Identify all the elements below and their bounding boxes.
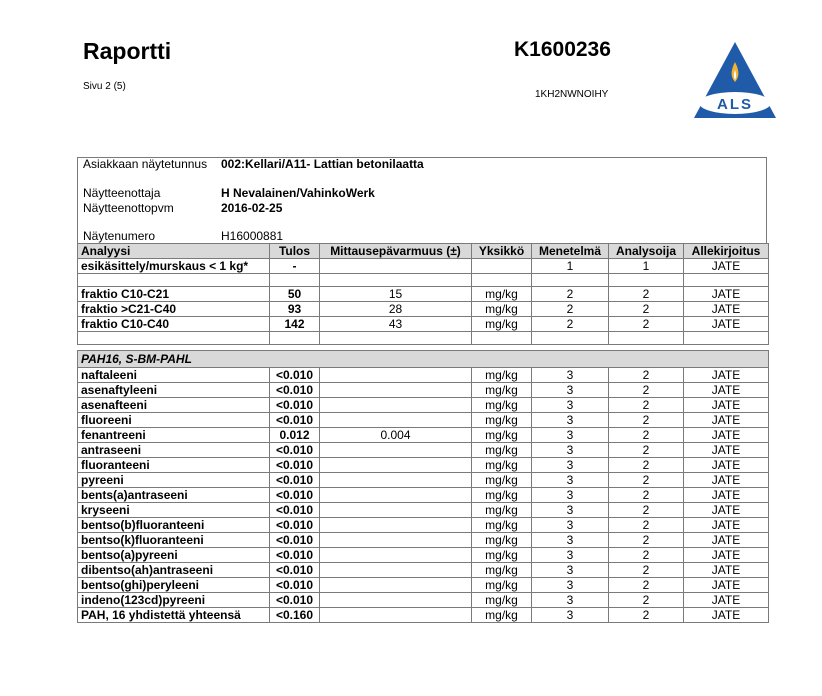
- unit-value: mg/kg: [472, 593, 532, 608]
- unit-value: mg/kg: [472, 503, 532, 518]
- uncertainty-value: [320, 563, 472, 578]
- unit-value: mg/kg: [472, 533, 532, 548]
- signature-value: JATE: [684, 503, 769, 518]
- signature-value: JATE: [684, 533, 769, 548]
- method-value: 3: [532, 443, 609, 458]
- col-header-signature: Allekirjoitus: [684, 244, 769, 259]
- signature-value: JATE: [684, 428, 769, 443]
- analysis-name: kryseeni: [78, 503, 270, 518]
- analyst-value: 2: [609, 458, 684, 473]
- unit-value: mg/kg: [472, 398, 532, 413]
- method-value: 3: [532, 578, 609, 593]
- uncertainty-value: [320, 398, 472, 413]
- result-value: <0.010: [270, 458, 320, 473]
- unit-value: mg/kg: [472, 383, 532, 398]
- uncertainty-value: [320, 593, 472, 608]
- analyst-value: 2: [609, 578, 684, 593]
- method-value: 3: [532, 383, 609, 398]
- result-value: <0.010: [270, 368, 320, 383]
- analysis-name: fluoranteeni: [78, 458, 270, 473]
- analysis-name: fenantreeni: [78, 428, 270, 443]
- signature-value: JATE: [684, 608, 769, 623]
- col-header-result: Tulos: [270, 244, 320, 259]
- analyst-value: 2: [609, 608, 684, 623]
- analyst-value: 2: [609, 518, 684, 533]
- unit-value: mg/kg: [472, 548, 532, 563]
- analyst-value: 2: [609, 302, 684, 317]
- col-header-analyst: Analysoija: [609, 244, 684, 259]
- analysis-name: naftaleeni: [78, 368, 270, 383]
- analyst-value: 2: [609, 488, 684, 503]
- result-value: <0.010: [270, 473, 320, 488]
- report-number: K1600236: [514, 38, 611, 61]
- als-logo: [692, 40, 778, 120]
- result-value: 93: [270, 302, 320, 317]
- analyst-value: 2: [609, 593, 684, 608]
- table-row: [78, 593, 769, 608]
- analyst-value: 2: [609, 398, 684, 413]
- unit-value: mg/kg: [472, 473, 532, 488]
- analysis-name: indeno(123cd)pyreeni: [78, 593, 270, 608]
- analysis-name: bentso(k)fluoranteeni: [78, 533, 270, 548]
- unit-value: mg/kg: [472, 608, 532, 623]
- uncertainty-value: [320, 503, 472, 518]
- section-title: PAH16, S-BM-PAHL: [78, 351, 769, 368]
- signature-value: JATE: [684, 259, 769, 274]
- unit-value: mg/kg: [472, 488, 532, 503]
- method-value: 3: [532, 548, 609, 563]
- table-row: [78, 458, 769, 473]
- unit-value: mg/kg: [472, 413, 532, 428]
- unit-value: mg/kg: [472, 428, 532, 443]
- analyst-value: 2: [609, 428, 684, 443]
- method-value: 3: [532, 533, 609, 548]
- result-value: <0.010: [270, 533, 320, 548]
- analysis-name: PAH, 16 yhdistettä yhteensä: [78, 608, 270, 623]
- analyst-value: 2: [609, 443, 684, 458]
- method-value: 3: [532, 413, 609, 428]
- method-value: 2: [532, 287, 609, 302]
- unit-value: mg/kg: [472, 317, 532, 332]
- result-value: <0.010: [270, 548, 320, 563]
- analysis-name: fraktio C10-C40: [78, 317, 270, 332]
- method-value: 1: [532, 259, 609, 274]
- result-value: <0.160: [270, 608, 320, 623]
- uncertainty-value: [320, 518, 472, 533]
- sampling-date-value: 2016-02-25: [221, 201, 283, 215]
- method-value: 3: [532, 473, 609, 488]
- col-header-unit: Yksikkö: [472, 244, 532, 259]
- method-value: 3: [532, 458, 609, 473]
- signature-value: JATE: [684, 443, 769, 458]
- analyst-value: 2: [609, 413, 684, 428]
- table-row: [78, 533, 769, 548]
- blank-row: [78, 332, 769, 345]
- table-row: [78, 518, 769, 533]
- unit-value: mg/kg: [472, 443, 532, 458]
- unit-value: mg/kg: [472, 458, 532, 473]
- result-value: <0.010: [270, 398, 320, 413]
- signature-value: JATE: [684, 413, 769, 428]
- result-value: <0.010: [270, 383, 320, 398]
- customer-id-label: Asiakkaan näytetunnus: [83, 157, 208, 171]
- uncertainty-value: 43: [320, 317, 472, 332]
- analyst-value: 2: [609, 503, 684, 518]
- result-value: <0.010: [270, 488, 320, 503]
- method-value: 3: [532, 608, 609, 623]
- unit-value: mg/kg: [472, 578, 532, 593]
- analyst-value: 2: [609, 563, 684, 578]
- analysis-name: asenafteeni: [78, 398, 270, 413]
- method-value: 3: [532, 563, 609, 578]
- uncertainty-value: [320, 533, 472, 548]
- signature-value: JATE: [684, 383, 769, 398]
- col-header-method: Menetelmä: [532, 244, 609, 259]
- uncertainty-value: [320, 443, 472, 458]
- result-value: 142: [270, 317, 320, 332]
- result-value: <0.010: [270, 518, 320, 533]
- table-row: [78, 428, 769, 443]
- analyst-value: 2: [609, 317, 684, 332]
- result-value: <0.010: [270, 443, 320, 458]
- unit-value: mg/kg: [472, 302, 532, 317]
- result-value: 50: [270, 287, 320, 302]
- col-header-analysis: Analyysi: [78, 244, 270, 259]
- uncertainty-value: [320, 548, 472, 563]
- signature-value: JATE: [684, 302, 769, 317]
- analysis-name: fraktio C10-C21: [78, 287, 270, 302]
- uncertainty-value: [320, 608, 472, 623]
- unit-value: mg/kg: [472, 518, 532, 533]
- analyst-value: 2: [609, 383, 684, 398]
- signature-value: JATE: [684, 578, 769, 593]
- table-row: [78, 368, 769, 383]
- analysis-name: fraktio >C21-C40: [78, 302, 270, 317]
- uncertainty-value: 15: [320, 287, 472, 302]
- table-header-row: [78, 244, 769, 259]
- uncertainty-value: [320, 458, 472, 473]
- sampler-value: H Nevalainen/VahinkoWerk: [221, 186, 375, 200]
- method-value: 3: [532, 503, 609, 518]
- table-row: [78, 563, 769, 578]
- analysis-name: bentso(ghi)peryleeni: [78, 578, 270, 593]
- method-value: 2: [532, 317, 609, 332]
- analysis-name: pyreeni: [78, 473, 270, 488]
- analyst-value: 2: [609, 368, 684, 383]
- signature-value: JATE: [684, 473, 769, 488]
- uncertainty-value: [320, 368, 472, 383]
- result-value: <0.010: [270, 578, 320, 593]
- result-value: 0.012: [270, 428, 320, 443]
- signature-value: JATE: [684, 563, 769, 578]
- uncertainty-value: [320, 488, 472, 503]
- table-row: [78, 443, 769, 458]
- table-row: [78, 488, 769, 503]
- result-value: <0.010: [270, 503, 320, 518]
- table-row: [78, 608, 769, 623]
- signature-value: JATE: [684, 518, 769, 533]
- analysis-name: asenaftyleeni: [78, 383, 270, 398]
- analysis-name: bentso(b)fluoranteeni: [78, 518, 270, 533]
- signature-value: JATE: [684, 317, 769, 332]
- analyst-value: 2: [609, 473, 684, 488]
- signature-value: JATE: [684, 488, 769, 503]
- sample-number-label: Näytenumero: [83, 229, 156, 243]
- section-header-row: [78, 351, 769, 368]
- method-value: 3: [532, 368, 609, 383]
- table-row: [78, 503, 769, 518]
- method-value: 3: [532, 593, 609, 608]
- table-row: [78, 473, 769, 488]
- sampler-label: Näytteenottaja: [83, 186, 161, 200]
- signature-value: JATE: [684, 398, 769, 413]
- method-value: 3: [532, 398, 609, 413]
- signature-value: JATE: [684, 458, 769, 473]
- analyst-value: 1: [609, 259, 684, 274]
- customer-id-value: 002:Kellari/A11- Lattian betonilaatta: [221, 157, 424, 171]
- analysis-name: esikäsittely/murskaus < 1 kg*: [78, 259, 270, 274]
- uncertainty-value: [320, 259, 472, 274]
- unit-value: mg/kg: [472, 563, 532, 578]
- fraction-rows: [78, 287, 769, 332]
- method-value: 2: [532, 302, 609, 317]
- analyst-value: 2: [609, 533, 684, 548]
- analysis-name: bentso(a)pyreeni: [78, 548, 270, 563]
- signature-value: JATE: [684, 287, 769, 302]
- col-header-uncertainty: Mittausepävarmuus (±): [320, 244, 472, 259]
- analysis-name: bents(a)antraseeni: [78, 488, 270, 503]
- sampling-date-label: Näytteenottopvm: [83, 201, 174, 215]
- result-value: <0.010: [270, 563, 320, 578]
- unit-value: [472, 259, 532, 274]
- table-row: [78, 287, 769, 302]
- uncertainty-value: [320, 578, 472, 593]
- analyst-value: 2: [609, 287, 684, 302]
- uncertainty-value: [320, 383, 472, 398]
- uncertainty-value: 0.004: [320, 428, 472, 443]
- result-value: <0.010: [270, 593, 320, 608]
- result-value: <0.010: [270, 413, 320, 428]
- table-row: [78, 383, 769, 398]
- sample-number-value: H16000881: [221, 229, 284, 243]
- signature-value: JATE: [684, 593, 769, 608]
- signature-value: JATE: [684, 368, 769, 383]
- table-row: [78, 413, 769, 428]
- table-row: [78, 578, 769, 593]
- blank-row: [78, 274, 769, 287]
- signature-value: JATE: [684, 548, 769, 563]
- uncertainty-value: [320, 413, 472, 428]
- analyst-value: 2: [609, 548, 684, 563]
- logo-text: ALS: [717, 96, 753, 113]
- method-value: 3: [532, 488, 609, 503]
- pah-rows: [78, 368, 769, 623]
- table-row: [78, 259, 769, 274]
- uncertainty-value: [320, 473, 472, 488]
- analysis-name: fluoreeni: [78, 413, 270, 428]
- table-row: [78, 302, 769, 317]
- analysis-name: antraseeni: [78, 443, 270, 458]
- analysis-name: dibentso(ah)antraseeni: [78, 563, 270, 578]
- table-row: [78, 548, 769, 563]
- table-row: [78, 317, 769, 332]
- page-number: Sivu 2 (5): [83, 81, 126, 92]
- result-value: -: [270, 259, 320, 274]
- report-code: 1KH2NWNOIHY: [535, 89, 609, 100]
- results-table: [77, 243, 769, 623]
- unit-value: mg/kg: [472, 287, 532, 302]
- method-value: 3: [532, 428, 609, 443]
- unit-value: mg/kg: [472, 368, 532, 383]
- method-value: 3: [532, 518, 609, 533]
- table-row: [78, 398, 769, 413]
- uncertainty-value: 28: [320, 302, 472, 317]
- report-title: Raportti: [83, 38, 172, 64]
